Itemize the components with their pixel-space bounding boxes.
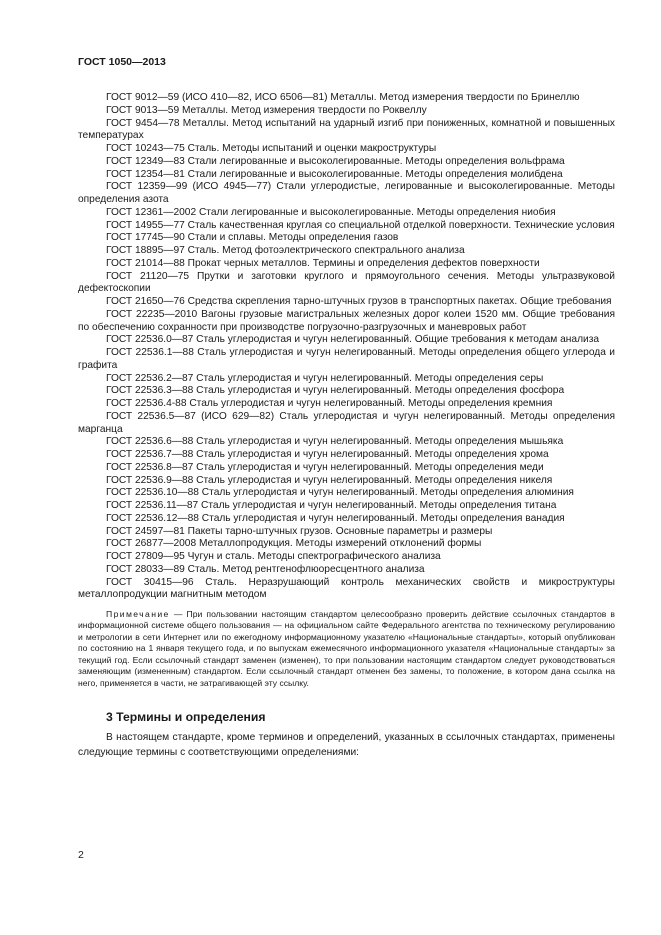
reference-item: ГОСТ 10243—75 Сталь. Методы испытаний и оценки макроструктуры <box>106 143 437 154</box>
reference-item: ГОСТ 21120—75 Прутки и заготовки круглого и прямоугольного сечения. Методы ультразвуковой дефектоскопии <box>78 270 615 295</box>
reference-item: ГОСТ 22235—2010 Вагоны грузовые магистральных железных дорог колеи 1520 мм. Общие требования по обеспечению сохранности при производстве погрузочно-разгрузочных и маневровых работ <box>78 308 615 333</box>
reference-item: ГОСТ 22536.6—88 Сталь углеродистая и чугун нелегированный. Методы определения мышьяка <box>106 436 564 448</box>
reference-item: ГОСТ 9012—59 (ИСО 410—82, ИСО 6506—81) Металлы. Метод измерения твердости по Бринеллю <box>106 92 580 103</box>
page-number: 2 <box>78 849 84 861</box>
section-title: 3 Термины и определения <box>106 710 266 725</box>
reference-item: ГОСТ 14955—77 Сталь качественная круглая со специальной отделкой поверхности. Технические условия <box>106 219 615 231</box>
reference-item: ГОСТ 22536.1—88 Сталь углеродистая и чугун нелегированный. Методы определения общего углерода и графита <box>78 347 615 371</box>
note-text: — При пользовании настоящим стандартом целесообразно проверить действие ссылочных стандартов в информационной системе общего пользования — на официальном сайте Федерального агентства по техническому регулированию и метрологии в сети Интернет или по ежегодному информационному указателю «Национальные стандарты», который опубликован по состоянию на 1 января текущего года, и по выпускам ежемесячного информационного указателя «Национальные стандарты» за текущий год. Если ссылочный стандарт заменен (изменен), то при пользовании настоящим стандартом следует руководствоваться заменяющим (измененным) стандартом. Если ссылочный стандарт отменен без замены, то положение, в котором дана ссылка на него, применяется в части, не затрагивающей эту ссылку. <box>78 609 615 688</box>
page-content <box>78 92 615 760</box>
reference-item: ГОСТ 28033—89 Сталь. Метод рентгенофлюоресцентного анализа <box>106 563 425 575</box>
reference-item: ГОСТ 22536.7—88 Сталь углеродистая и чугун нелегированный. Методы определения хрома <box>106 449 549 460</box>
reference-item: ГОСТ 22536.4-88 Сталь углеродистая и чугун нелегированный. Методы определения кремния <box>106 398 553 409</box>
note-label: Примечание <box>106 609 170 619</box>
reference-item: ГОСТ 26877—2008 Металлопродукция. Методы измерений отклонений формы <box>106 538 482 550</box>
reference-item: ГОСТ 17745—90 Стали и сплавы. Методы определения газов <box>106 232 399 244</box>
reference-item: ГОСТ 30415—96 Сталь. Неразрушающий контроль механических свойств и микроструктуры металлопродукции магнитным методом <box>78 576 615 601</box>
reference-item: ГОСТ 22536.2—87 Сталь углеродистая и чугун нелегированный. Методы определения серы <box>106 372 544 384</box>
reference-item: ГОСТ 24597—81 Пакеты тарно-штучных грузов. Основные параметры и размеры <box>106 525 493 537</box>
reference-item: ГОСТ 9454—78 Металлы. Метод испытаний на ударный изгиб при пониженных, комнатной и повышенных температурах <box>78 117 615 142</box>
reference-item: ГОСТ 22536.9—88 Сталь углеродистая и чугун нелегированный. Методы определения никеля <box>106 474 553 486</box>
reference-item: ГОСТ 12359—99 (ИСО 4945—77) Стали углеродистые, легированные и высоколегированные. Методы определения азота <box>78 181 615 205</box>
reference-item: ГОСТ 18895—97 Сталь. Метод фотоэлектрического спектрального анализа <box>106 245 465 256</box>
page-header: ГОСТ 1050—2013 <box>78 56 166 68</box>
reference-item: ГОСТ 22536.12—88 Сталь углеродистая и чугун нелегированный. Методы определения ванадия <box>106 512 565 524</box>
reference-item: ГОСТ 22536.11—87 Сталь углеродистая и чугун нелегированный. Методы определения титана <box>106 500 557 511</box>
reference-item: ГОСТ 22536.5—87 (ИСО 629—82) Сталь углеродистая и чугун нелегированный. Методы определения марганца <box>78 410 615 435</box>
reference-item: ГОСТ 22536.10—88 Сталь углеродистая и чугун нелегированный. Методы определения алюминия <box>106 487 574 499</box>
reference-item: ГОСТ 12354—81 Стали легированные и высоколегированные. Методы определения молибдена <box>106 168 563 180</box>
section-paragraph: В настоящем стандарте, кроме терминов и определений, указанных в ссылочных стандартах, применены следующие термины с соответствующими определениями: <box>78 732 615 759</box>
reference-item: ГОСТ 12349—83 Стали легированные и высоколегированные. Методы определения вольфрама <box>106 155 565 167</box>
normative-references-list <box>78 92 615 602</box>
reference-item: ГОСТ 21014—88 Прокат черных металлов. Термины и определения дефектов поверхности <box>106 257 540 269</box>
reference-item: ГОСТ 27809—95 Чугун и сталь. Методы спектрографического анализа <box>106 551 441 562</box>
reference-item: ГОСТ 22536.3—88 Сталь углеродистая и чугун нелегированный. Методы определения фосфора <box>106 385 565 397</box>
reference-item: ГОСТ 12361—2002 Стали легированные и высоколегированные. Методы определения ниобия <box>106 206 556 218</box>
reference-item: ГОСТ 9013—59 Металлы. Метод измерения твердости по Роквеллу <box>106 104 427 116</box>
reference-item: ГОСТ 22536.0—87 Сталь углеродистая и чугун нелегированный. Общие требования к методам анализа <box>106 334 600 346</box>
reference-item: ГОСТ 21650—76 Средства скрепления тарно-штучных грузов в транспортных пакетах. Общие требования <box>106 296 612 307</box>
note-block <box>78 609 615 689</box>
reference-item: ГОСТ 22536.8—87 Сталь углеродистая и чугун нелегированный. Методы определения меди <box>106 461 544 473</box>
